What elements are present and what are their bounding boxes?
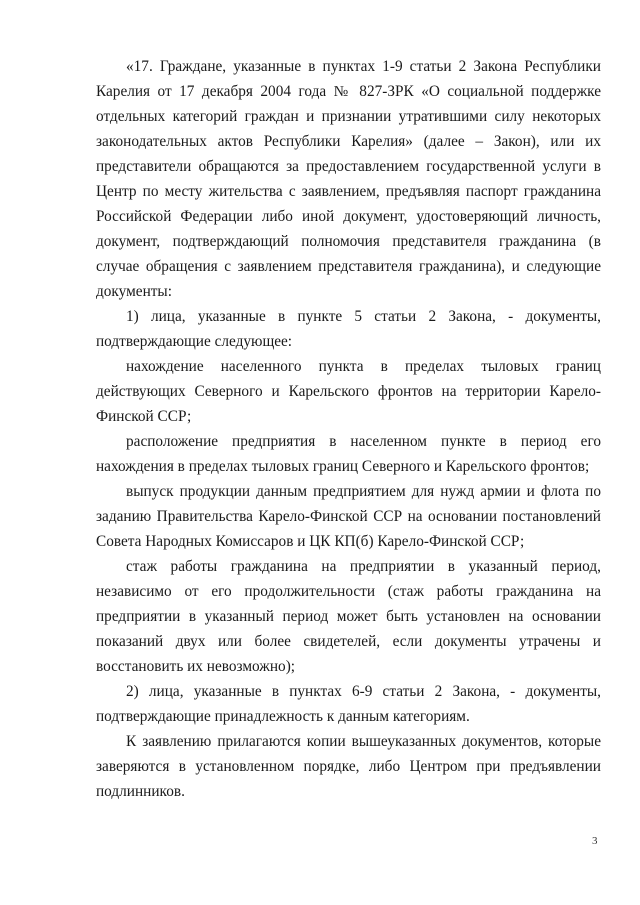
- document-body: [96, 54, 601, 804]
- paragraph-17-intro: «17. Граждане, указанные в пунктах 1-9 статьи 2 Закона Республики Карелия от 17 декабря 2004 года № 827-ЗРК «О социальной поддержке отдельных категорий граждан и признании утратившими силу некоторых законодательных актов Республики Карелия» (далее – Закон), или их представители обращаются за предоставлением государственной услуги в Центр по месту жительства с заявлением, предъявляя паспорт гражданина Российской Федерации либо иной документ, удостоверяющий личность, документ, подтверждающий полномочия представителя гражданина (в случае обращения с заявлением представителя гражданина), и следующие документы:: [96, 58, 601, 300]
- paragraph-item-1: 1) лица, указанные в пункте 5 статьи 2 Закона, - документы, подтверждающие следующее:: [96, 308, 601, 350]
- paragraph-enterprise-location: расположение предприятия в населенном пункте в период его нахождения в пределах тыловых границ Северного и Карельского фронтов;: [96, 433, 601, 475]
- paragraph-work-experience: стаж работы гражданина на предприятии в указанный период, независимо от его продолжительности (стаж работы гражданина на предприятии в указанный период может быть установлен на основании показаний двух или более свидетелей, если документы утрачены и восстановить их невозможно);: [96, 558, 601, 675]
- paragraph-production-output: выпуск продукции данным предприятием для нужд армии и флота по заданию Правительства Карело-Финской ССР на основании постановлений Совета Народных Комиссаров и ЦК КП(б) Карело-Финской ССР;: [96, 483, 601, 550]
- paragraph-attachments: К заявлению прилагаются копии вышеуказанных документов, которые заверяются в установленном порядке, либо Центром при предъявлении подлинников.: [96, 733, 601, 800]
- page-number: 3: [592, 835, 598, 847]
- paragraph-settlement-location: нахождение населенного пункта в пределах тыловых границ действующих Северного и Карельского фронтов на территории Карело-Финской ССР;: [96, 358, 601, 425]
- paragraph-item-2: 2) лица, указанные в пунктах 6-9 статьи 2 Закона, - документы, подтверждающие принадлежность к данным категориям.: [96, 683, 601, 725]
